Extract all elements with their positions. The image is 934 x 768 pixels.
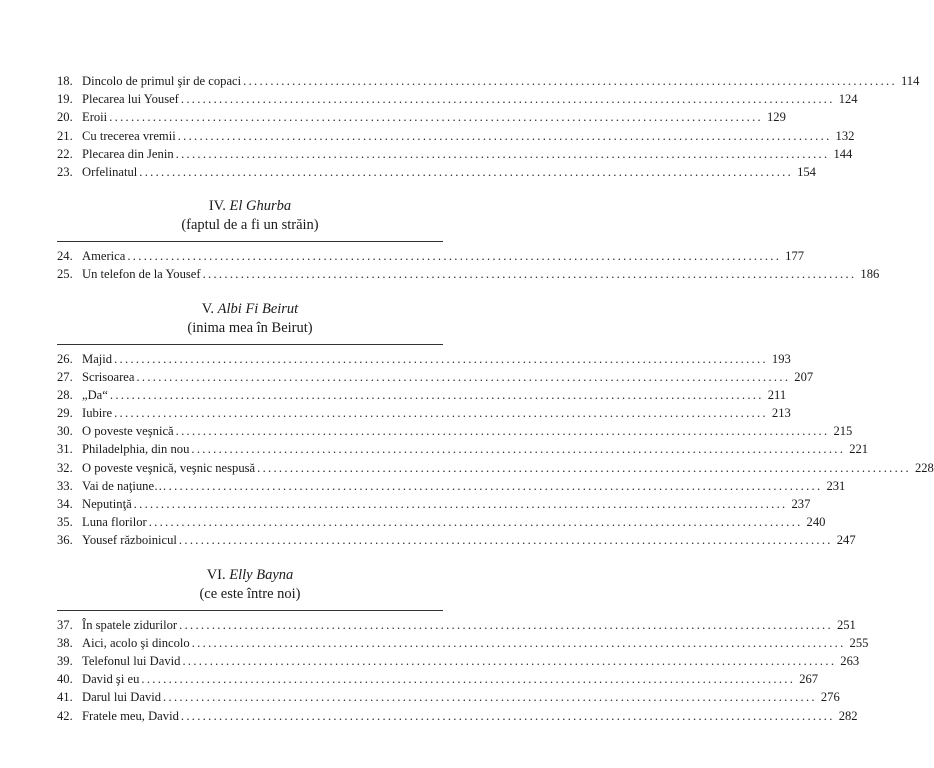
toc-entry[interactable] bbox=[57, 422, 853, 440]
toc-entry[interactable] bbox=[57, 145, 853, 163]
toc-entry[interactable] bbox=[57, 477, 846, 495]
toc-section bbox=[57, 300, 934, 550]
dot-leader: ........................................................................................................................ bbox=[109, 110, 763, 125]
dot-leader: ........................................................................................................................ bbox=[180, 708, 835, 723]
chapter-number: 31. bbox=[57, 442, 73, 457]
chapter-title: David şi eu bbox=[82, 672, 140, 687]
section-number: V. bbox=[201, 300, 215, 317]
page-number: 251 bbox=[836, 617, 856, 632]
chapter-title: Eroii bbox=[82, 110, 108, 125]
toc-entry[interactable] bbox=[57, 404, 791, 422]
section-heading-title bbox=[57, 566, 443, 585]
chapter-number: 33. bbox=[57, 478, 73, 493]
toc-entry[interactable] bbox=[57, 688, 840, 706]
dot-leader: ........................................................................................................................ bbox=[243, 74, 897, 88]
chapter-title: Plecarea lui Yousef bbox=[82, 92, 179, 107]
chapter-number: 28. bbox=[57, 387, 73, 402]
toc-entry[interactable] bbox=[57, 265, 880, 283]
section-heading-title bbox=[57, 300, 443, 319]
chapter-number: 18. bbox=[57, 74, 73, 88]
table-of-contents bbox=[57, 72, 934, 725]
page-number: 144 bbox=[833, 146, 853, 161]
page-number: 263 bbox=[840, 653, 860, 668]
chapter-number: 40. bbox=[57, 672, 73, 687]
dot-leader: ........................................................................................................................ bbox=[163, 690, 817, 705]
page-number: 221 bbox=[849, 442, 869, 457]
toc-entry[interactable] bbox=[57, 368, 814, 386]
page-number: 207 bbox=[794, 369, 814, 384]
toc-entry[interactable] bbox=[57, 108, 786, 126]
dot-leader: ........................................................................................................................ bbox=[179, 617, 833, 632]
section-subtitle: (inima mea în Beirut) bbox=[187, 319, 313, 336]
toc-entry[interactable] bbox=[57, 707, 858, 725]
dot-leader: ........................................................................................................................ bbox=[177, 128, 832, 143]
dot-leader: ........................................................................................................................ bbox=[178, 533, 833, 548]
chapter-number: 30. bbox=[57, 424, 73, 439]
page-number: 267 bbox=[799, 672, 819, 687]
section-heading-title bbox=[57, 197, 443, 216]
dot-leader: ........................................................................................................................ bbox=[202, 267, 857, 282]
page-number: 213 bbox=[771, 406, 791, 421]
dot-leader: ........................................................................................................................ bbox=[175, 424, 830, 439]
chapter-number: 42. bbox=[57, 708, 73, 723]
chapter-title: Dincolo de primul şir de copaci bbox=[82, 74, 242, 88]
chapter-number: 41. bbox=[57, 690, 73, 705]
dot-leader: ........................................................................................................................ bbox=[148, 515, 803, 530]
toc-entry[interactable] bbox=[57, 386, 787, 404]
page-number: 276 bbox=[820, 690, 840, 705]
dot-leader: ........................................................................................................................ bbox=[257, 460, 911, 475]
page-number: 193 bbox=[771, 351, 791, 366]
chapter-title: Telefonul lui David bbox=[82, 653, 181, 668]
section-number: VI. bbox=[206, 566, 226, 583]
page-number: 154 bbox=[797, 164, 816, 179]
page-number: 247 bbox=[836, 533, 856, 548]
chapter-number: 34. bbox=[57, 497, 73, 511]
chapter-title: Aici, acolo şi dincolo bbox=[82, 635, 190, 650]
dot-leader: ........................................................................................................................ bbox=[139, 164, 794, 179]
page-number: 177 bbox=[785, 249, 805, 264]
chapter-number: 21. bbox=[57, 128, 73, 143]
chapter-number: 36. bbox=[57, 533, 73, 548]
chapter-title: Luna florilor bbox=[82, 515, 147, 530]
section-divider bbox=[57, 241, 443, 242]
page-number: 237 bbox=[791, 497, 811, 511]
dot-leader: ........................................................................................................................ bbox=[182, 653, 837, 668]
dot-leader: ........................................................................................................................ bbox=[127, 249, 782, 264]
dot-leader: ........................................................................................................................ bbox=[141, 672, 796, 687]
chapter-number: 20. bbox=[57, 110, 73, 125]
section-heading bbox=[57, 197, 443, 235]
toc-entry[interactable] bbox=[57, 513, 826, 531]
toc-entry[interactable] bbox=[57, 531, 856, 549]
chapter-title: Philadelphia, din nou bbox=[82, 442, 190, 457]
section-heading bbox=[57, 566, 443, 604]
dot-leader: ........................................................................................................................ bbox=[136, 369, 791, 384]
chapter-title: Fratele meu, David bbox=[82, 708, 179, 723]
chapter-title: Plecarea din Jenin bbox=[82, 146, 174, 161]
section-name: El Ghurba bbox=[229, 198, 292, 215]
dot-leader: ........................................................................................................................ bbox=[114, 406, 768, 421]
dot-leader: ........................................................................................................................ bbox=[180, 92, 835, 107]
chapter-title: Neputinţă bbox=[82, 497, 132, 511]
chapter-number: 32. bbox=[57, 460, 73, 475]
dot-leader: ........................................................................................................................ bbox=[109, 387, 764, 402]
page-number: 186 bbox=[860, 267, 880, 282]
chapter-title: Yousef războinicul bbox=[82, 533, 177, 548]
chapter-number: 35. bbox=[57, 515, 73, 530]
chapter-number: 24. bbox=[57, 249, 73, 264]
chapter-title: America bbox=[82, 249, 126, 264]
chapter-number: 25. bbox=[57, 267, 73, 282]
section-name: Elly Bayna bbox=[229, 566, 294, 583]
toc-entry[interactable] bbox=[57, 440, 869, 458]
toc-entry[interactable] bbox=[57, 670, 819, 688]
chapter-title: Vai de naţiune… bbox=[82, 478, 167, 493]
chapter-title: Cu trecerea vremii bbox=[82, 128, 176, 143]
toc-entry[interactable] bbox=[57, 459, 934, 477]
toc-entry[interactable] bbox=[57, 90, 858, 108]
section-name: Albi Fi Beirut bbox=[217, 300, 299, 317]
page-number: 211 bbox=[767, 387, 787, 402]
toc-section bbox=[57, 72, 920, 181]
chapter-number: 29. bbox=[57, 406, 73, 421]
section-number: IV. bbox=[208, 198, 226, 215]
page-number: 114 bbox=[900, 74, 920, 88]
chapter-title: O poveste veşnică bbox=[82, 424, 174, 439]
page-number: 228 bbox=[914, 460, 934, 475]
toc-entry[interactable] bbox=[57, 495, 811, 513]
chapter-title: O poveste veşnică, veşnic nespusă bbox=[82, 460, 256, 475]
section-divider bbox=[57, 610, 443, 611]
dot-leader: ........................................................................................................................ bbox=[191, 635, 846, 650]
page-number: 231 bbox=[826, 478, 846, 493]
toc-entry[interactable] bbox=[57, 652, 860, 670]
toc-entry[interactable] bbox=[57, 127, 855, 145]
toc-entry[interactable] bbox=[57, 163, 816, 181]
chapter-number: 19. bbox=[57, 92, 73, 107]
toc-section bbox=[57, 566, 869, 725]
chapter-number: 27. bbox=[57, 369, 73, 384]
chapter-title: Darul lui David bbox=[82, 690, 162, 705]
chapter-title: Majid bbox=[82, 351, 113, 366]
chapter-number: 23. bbox=[57, 164, 73, 179]
dot-leader: ........................................................................................................................ bbox=[175, 146, 830, 161]
dot-leader: ........................................................................................................................ bbox=[168, 478, 823, 493]
page-number: 282 bbox=[838, 708, 858, 723]
chapter-number: 39. bbox=[57, 653, 73, 668]
dot-leader: ........................................................................................................................ bbox=[191, 442, 846, 457]
toc-section bbox=[57, 197, 880, 283]
page-number: 240 bbox=[806, 515, 826, 530]
page-number: 124 bbox=[838, 92, 858, 107]
page-number: 132 bbox=[835, 128, 855, 143]
chapter-title: Un telefon de la Yousef bbox=[82, 267, 201, 282]
dot-leader: ........................................................................................................................ bbox=[114, 351, 768, 366]
chapter-number: 38. bbox=[57, 635, 73, 650]
chapter-title: Scrisoarea bbox=[82, 369, 135, 384]
section-subtitle: (ce este între noi) bbox=[199, 585, 301, 602]
dot-leader: ........................................................................................................................ bbox=[133, 497, 788, 511]
chapter-number: 22. bbox=[57, 146, 73, 161]
page-number: 129 bbox=[767, 110, 786, 125]
chapter-title: „Da“ bbox=[82, 387, 108, 402]
page-number: 255 bbox=[849, 635, 869, 650]
chapter-number: 37. bbox=[57, 617, 73, 632]
toc-entry[interactable] bbox=[57, 634, 869, 652]
chapter-title: În spatele zidurilor bbox=[82, 617, 178, 632]
toc-entry[interactable] bbox=[57, 72, 920, 90]
toc-entry[interactable] bbox=[57, 350, 791, 368]
chapter-title: Orfelinatul bbox=[82, 164, 138, 179]
chapter-number: 26. bbox=[57, 351, 73, 366]
page-number: 215 bbox=[833, 424, 853, 439]
section-subtitle: (faptul de a fi un străin) bbox=[181, 217, 319, 234]
chapter-title: Iubire bbox=[82, 406, 113, 421]
section-heading bbox=[57, 300, 443, 338]
toc-entry[interactable] bbox=[57, 247, 805, 265]
section-divider bbox=[57, 344, 443, 345]
toc-entry[interactable] bbox=[57, 616, 856, 634]
